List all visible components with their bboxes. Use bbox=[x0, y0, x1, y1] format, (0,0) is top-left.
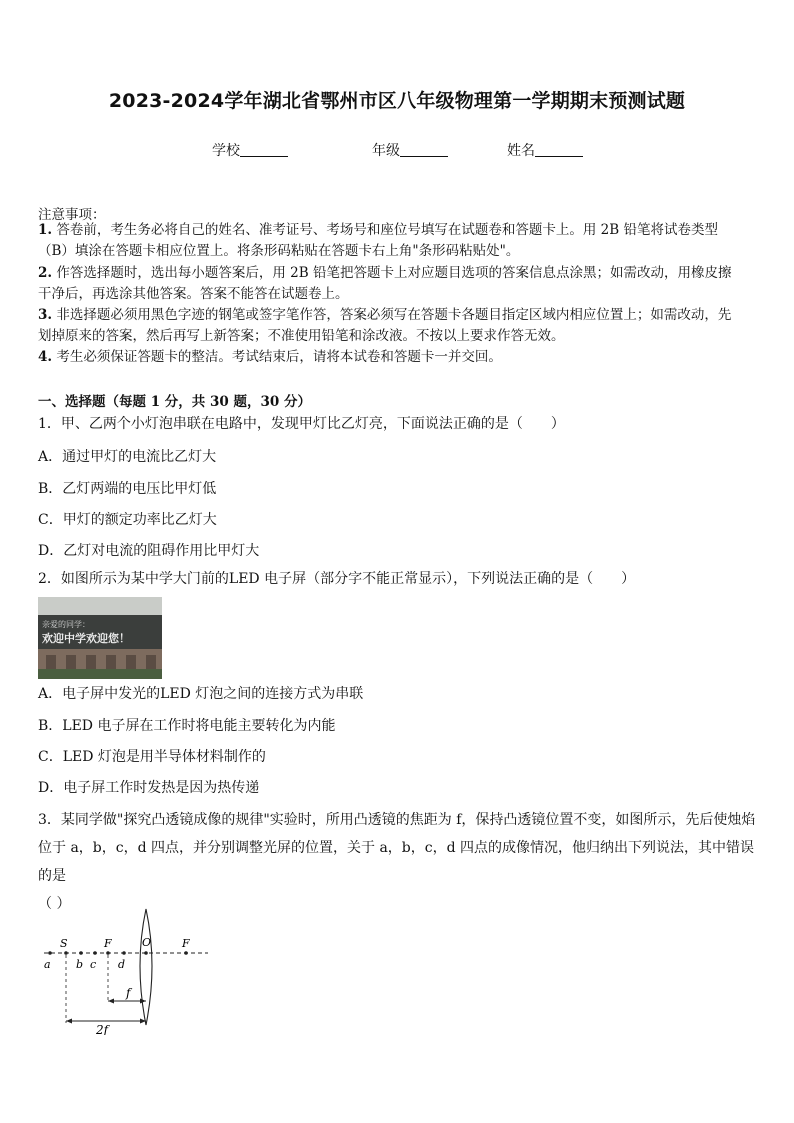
arrowhead bbox=[108, 999, 114, 1004]
note-text: 干净后，再选涂其他答案。答案不能答在试题卷上。 bbox=[38, 286, 349, 302]
label-a: a bbox=[44, 958, 51, 971]
note-number: 1. bbox=[38, 222, 53, 238]
grade-blank bbox=[400, 142, 448, 157]
q2-option-d: D．电子屏工作时发热是因为热传递 bbox=[38, 780, 260, 796]
section-heading: 一、选择题（每题 1 分，共 30 题，30 分） bbox=[38, 394, 311, 410]
name-label: 姓名 bbox=[507, 143, 535, 159]
arrowhead bbox=[66, 1019, 72, 1024]
question-3-stem bbox=[38, 806, 760, 918]
point-d bbox=[122, 951, 126, 955]
note-1 bbox=[38, 220, 760, 262]
q1-option-b: B．乙灯两端的电压比甲灯低 bbox=[38, 481, 217, 497]
led-screen-photo bbox=[38, 597, 162, 679]
point-f-right bbox=[184, 951, 188, 955]
q2-option-b: B．LED 电子屏在工作时将电能主要转化为内能 bbox=[38, 718, 336, 734]
label-f-right: F bbox=[182, 937, 190, 950]
point-c bbox=[93, 951, 97, 955]
convex-lens-icon bbox=[140, 909, 152, 1025]
point-f-left bbox=[106, 951, 110, 955]
label-b: b bbox=[76, 958, 84, 971]
page-title: 2023-2024学年湖北省鄂州市区八年级物理第一学期期末预测试题 bbox=[108, 90, 686, 112]
school-field bbox=[212, 140, 288, 160]
q3-stem-line-3: （ ） bbox=[38, 896, 71, 912]
grade-field bbox=[372, 140, 448, 160]
q2-option-c: C．LED 灯泡是用半导体材料制作的 bbox=[38, 749, 266, 765]
label-s: S bbox=[60, 937, 68, 950]
grade-label: 年级 bbox=[372, 143, 400, 159]
question-2-stem: 2．如图所示为某中学大门前的LED 电子屏（部分字不能正常显示），下列说法正确的是（ ） bbox=[38, 571, 636, 587]
arrowhead bbox=[140, 999, 146, 1004]
label-c: c bbox=[90, 958, 97, 971]
label-o: O bbox=[142, 936, 152, 949]
label-f-left: F bbox=[104, 937, 112, 950]
note-3 bbox=[38, 305, 760, 347]
q3-stem-line-2: 位于 a，b，c，d 四点，并分别调整光屏的位置，关于 a，b，c，d 四点的成像情况，他归纳出下列说法，其中错误的是 bbox=[38, 840, 755, 884]
note-text: 考生必须保证答题卡的整洁。考试结束后，请将本试卷和答题卡一并交回。 bbox=[56, 349, 502, 365]
note-text: 非选择题必须用黑色字迹的钢笔或签字笔作答，答案必须写在答题卡各题目指定区域内相应位置上；如需改动，先 bbox=[56, 307, 732, 323]
point-o bbox=[144, 951, 148, 955]
note-number: 4. bbox=[38, 349, 53, 365]
note-4 bbox=[38, 347, 760, 368]
convex-lens-diagram bbox=[38, 905, 218, 1039]
question-1-stem: 1．甲、乙两个小灯泡串联在电路中，发现甲灯比乙灯亮，下面说法正确的是（ ） bbox=[38, 416, 565, 432]
label-2f: 2f bbox=[96, 1023, 109, 1035]
q3-stem-line-1: 3．某同学做"探究凸透镜成像的规律"实验时，所用凸透镜的焦距为 f，保持凸透镜位置不变，如图所示，先后使烛焰 bbox=[38, 812, 756, 828]
point-s bbox=[64, 951, 68, 955]
q1-option-c: C．甲灯的额定功率比乙灯大 bbox=[38, 512, 217, 528]
name-blank bbox=[535, 142, 583, 157]
label-f: f bbox=[126, 986, 131, 1000]
note-text: （B）填涂在答题卡相应位置上。将条形码粘贴在答题卡右上角"条形码粘贴处"。 bbox=[38, 243, 520, 259]
school-label: 学校 bbox=[212, 143, 240, 159]
led-text-line-1: 亲爱的同学： bbox=[42, 620, 90, 629]
point-b bbox=[79, 951, 83, 955]
label-d: d bbox=[118, 958, 126, 971]
note-text: 作答选择题时，选出每小题答案后，用 2B 铅笔把答题卡上对应题目选项的答案信息点涂黑；如需改动，用橡皮擦 bbox=[56, 265, 732, 281]
q1-option-a: A．通过甲灯的电流比乙灯大 bbox=[38, 449, 217, 465]
note-number: 3. bbox=[38, 307, 53, 323]
q1-option-d: D．乙灯对电流的阻碍作用比甲灯大 bbox=[38, 543, 260, 559]
name-field bbox=[507, 140, 583, 160]
led-text-line-2: 欢迎中学欢迎您！ bbox=[42, 632, 130, 645]
q2-option-a: A．电子屏中发光的LED 灯泡之间的连接方式为串联 bbox=[38, 686, 364, 702]
note-number: 2. bbox=[38, 265, 53, 281]
point-a bbox=[48, 951, 52, 955]
note-2 bbox=[38, 263, 760, 305]
note-text: 划掉原来的答案，然后再写上新答案；不准使用铅笔和涂改液。不按以上要求作答无效。 bbox=[38, 328, 565, 344]
notes-heading: 注意事项： bbox=[38, 207, 106, 223]
lens-diagram-svg bbox=[38, 905, 218, 1035]
school-blank bbox=[240, 142, 288, 157]
note-text: 答卷前，考生务必将自己的姓名、准考证号、考场号和座位号填写在试题卷和答题卡上。用 2B 铅笔将试卷类型 bbox=[56, 222, 718, 238]
